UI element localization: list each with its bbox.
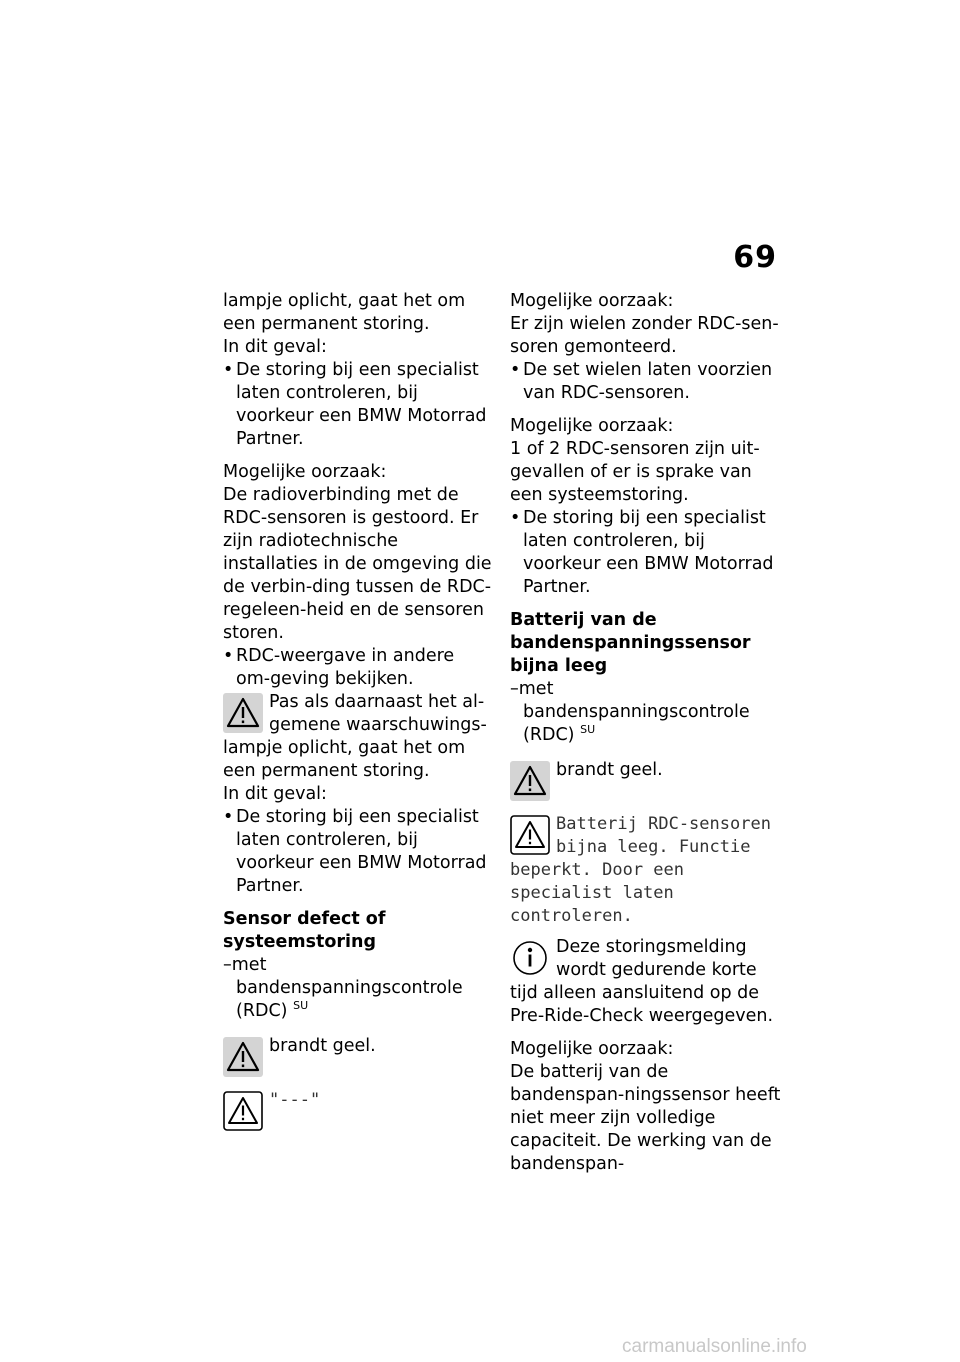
paragraph: De radioverbinding met de RDC-sensoren is gestoord. Er zijn radiotechnische installaties in de omgeving die de verbin-ding tussen de RDC-regeleen-heid en de sensoren storen. bbox=[223, 485, 492, 643]
watermark-text: carmanualsonline.info bbox=[622, 1336, 807, 1357]
section-heading: Sensor defect of systeemstoring bbox=[223, 909, 386, 952]
right-column bbox=[510, 290, 782, 1176]
info-icon bbox=[510, 938, 550, 978]
paragraph: 1 of 2 RDC-sensoren zijn uit-gevallen of er is sprake van een systeemstoring. bbox=[510, 439, 760, 505]
bullet-item bbox=[510, 507, 782, 599]
bullet-icon: • bbox=[223, 807, 234, 827]
warning-note-text: Pas als daarnaast het al-gemene waarschuwings-lampje oplicht, gaat het om een permanent storing. bbox=[223, 692, 487, 781]
bullet-item bbox=[510, 359, 782, 405]
dash-text: met bandenspanningscontrole (RDC) bbox=[518, 679, 750, 745]
bullet-item bbox=[223, 645, 493, 691]
warning-note bbox=[223, 691, 493, 783]
paragraph: Mogelijke oorzaak: bbox=[510, 416, 674, 436]
bullet-text: De set wielen laten voorzien van RDC-sensoren. bbox=[523, 360, 773, 403]
superscript: SU bbox=[580, 723, 596, 737]
info-note bbox=[510, 936, 782, 1028]
lamp-note bbox=[510, 759, 782, 782]
section-heading: Batterij van de bandenspanningssensor bijna leeg bbox=[510, 610, 751, 676]
display-text: "---" bbox=[269, 1090, 321, 1110]
dash-icon: – bbox=[510, 679, 519, 699]
bullet-text: De storing bij een specialist laten controleren, bij voorkeur een BMW Motorrad Partner. bbox=[236, 360, 487, 449]
paragraph: De batterij van de bandenspan-ningssensor heeft niet meer zijn volledige capaciteit. De werking van de bandenspan- bbox=[510, 1062, 781, 1174]
bullet-text: De storing bij een specialist laten controleren, bij voorkeur een BMW Motorrad Partner. bbox=[523, 508, 774, 597]
lamp-note bbox=[223, 1035, 493, 1058]
warning-triangle-filled-icon bbox=[223, 1037, 263, 1077]
paragraph: lampje oplicht, gaat het om een permanent storing. bbox=[223, 291, 466, 334]
bullet-item bbox=[223, 359, 493, 451]
dash-text: met bandenspanningscontrole (RDC) bbox=[231, 955, 463, 1021]
warning-triangle-filled-icon bbox=[510, 761, 550, 801]
warning-triangle-outline-icon bbox=[223, 1091, 263, 1131]
bullet-text: De storing bij een specialist laten controleren, bij voorkeur een BMW Motorrad Partner. bbox=[236, 807, 487, 896]
bullet-icon: • bbox=[223, 360, 234, 380]
display-note bbox=[223, 1089, 493, 1112]
left-column bbox=[223, 290, 493, 1133]
page-number: 69 bbox=[733, 240, 777, 275]
paragraph: In dit geval: bbox=[223, 784, 327, 804]
dash-item bbox=[223, 954, 493, 1023]
paragraph: Mogelijke oorzaak: bbox=[510, 291, 674, 311]
display-text: Batterij RDC-sensoren bijna leeg. Functie beperkt. Door een specialist laten controleren. bbox=[510, 814, 771, 926]
lamp-note-text: brandt geel. bbox=[269, 1036, 376, 1056]
dash-item bbox=[510, 678, 782, 747]
bullet-icon: • bbox=[510, 508, 521, 528]
lamp-note-text: brandt geel. bbox=[556, 760, 663, 780]
warning-triangle-filled-icon bbox=[223, 693, 263, 733]
paragraph: Mogelijke oorzaak: bbox=[510, 1039, 674, 1059]
info-note-text: Deze storingsmelding wordt gedurende korte tijd alleen aansluitend op de Pre-Ride-Check weergegeven. bbox=[510, 937, 774, 1026]
display-note bbox=[510, 813, 782, 928]
paragraph: In dit geval: bbox=[223, 337, 327, 357]
bullet-item bbox=[223, 806, 493, 898]
dash-icon: – bbox=[223, 955, 232, 975]
warning-triangle-outline-icon bbox=[510, 815, 550, 855]
bullet-icon: • bbox=[510, 360, 521, 380]
bullet-text: RDC-weergave in andere om-geving bekijken. bbox=[236, 646, 455, 689]
bullet-icon: • bbox=[223, 646, 234, 666]
paragraph: Mogelijke oorzaak: bbox=[223, 462, 387, 482]
superscript: SU bbox=[293, 999, 309, 1013]
paragraph: Er zijn wielen zonder RDC-sen-soren gemonteerd. bbox=[510, 314, 779, 357]
